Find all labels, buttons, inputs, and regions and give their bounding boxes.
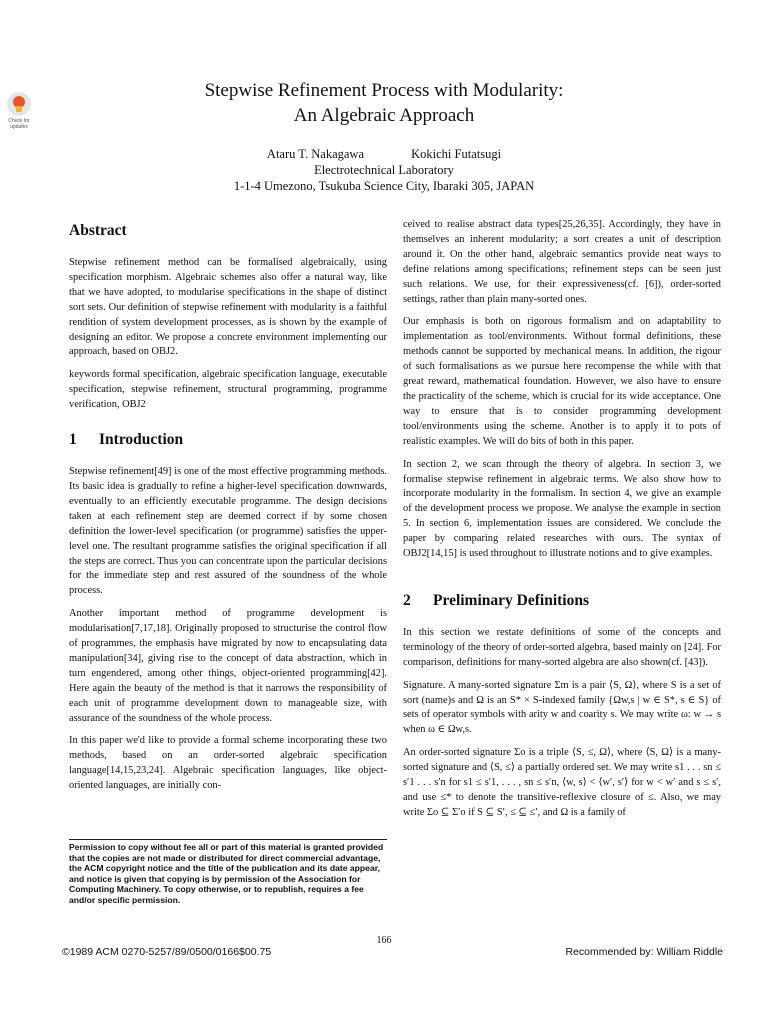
intro-paragraph-2: Another important method of programme development is modularisation[7,17,18]. Originally proposed to structurise the control flow of programmes, the emphasis have migrated by now to encapsulating data manipulation[34], giving rise to the concept of data abstraction, which in turn engendered, among other things, object-oriented programming[42]. Here again the beauty of the method is that it narrows the responsibility of each unit of programme development down to manageable size, with assurance of the soundness of the whole process. [69,608,387,724]
intro-paragraph-3: In this paper we'd like to provide a formal scheme incorporating these two methods, based on an order-sorted algebraic specification language[14,15,23,24]. Algebraic specification languages, like object-oriented languages, are initially con- [69,735,387,792]
prelim-paragraph-3: An order-sorted signature Σo is a triple ⟨S, ≤, Ω⟩, where ⟨S, Ω⟩ is a many-sorted signature and ⟨S, ≤⟩ a partially ordered set. We may write s1 . . . sn ≤ s′1 . . . s′n for s1 ≤ s′1, . . . , sn ≤ s′n, ⟨w, s⟩ < ⟨w′, s′⟩ for w < w′ and s ≤ s′, and use ≤* to denote the transitive-reflexive closure of ≤. Also, we may write Σo ⊆ Σ′o if S ⊆ S′, ≤ ⊆ ≤′, and Ω is a family of [403,747,721,818]
intro-paragraph-4: ceived to realise abstract data types[25,26,35]. Accordingly, they have in themselves an inherent modularity; a sort creates a unit of description around it. On the other hand, algebraic semantics provide neat ways to define relations among specifications; refinement steps can be seen just such relations. We use, for their expressiveness(cf. [6]), order-sorted settings, rather than plain many-sorted ones. [403,219,721,305]
abstract-body: Stepwise refinement method can be formalised algebraically, using specification morphism. Algebraic schemes also offer a natural way, like that we have adopted, to modularise specifications in the shape of distinct sort sets. Our definition of stepwise refinement with modularity is a faithful rendition of system development processes, as is shown by the example of designing an editor. We propose a concrete environment implementing our approach, based on OBJ2. [69,257,387,358]
intro-paragraph-5: Our emphasis is both on rigorous formalism and on adaptability to implementation as tool/environments. Without formal definitions, these methods cannot be supported by mechanical means. In addition, the rigour of such formalisations as we pursue here recompense the while with that great reward, mathematical foundation. However, we also have to ensure the practicality of the scheme, which is crucial for its wide acceptance. One way to ensure that is to consider programming development tool/environments using the scheme. Another is to apply it to pots of realistic examples. We will do bits of both in this paper. [403,316,721,447]
prelim-paragraph-1: In this section we restate definitions of some of the concepts and terminology of the theory of order-sorted algebra, based mainly on [24]. For comparison, definitions for many-sorted algebra are also shown(cf. [43]). [403,626,721,668]
section-2-title: Preliminary Definitions [433,591,589,609]
institution: Electrotechnical Laboratory [314,163,454,177]
section-1-title: Introduction [99,431,184,449]
title-line-1: Stepwise Refinement Process with Modularity: [204,80,564,101]
right-column [403,218,721,829]
section-1-heading [69,431,387,449]
acm-copyright: ©1989 ACM 0270-5257/89/0500/0166$00.75 [62,946,272,958]
page-number: 166 [376,935,392,946]
check-for-updates-label: Check for updates [8,118,30,130]
author-1: Ataru T. Nakagawa [266,147,364,161]
abstract-heading: Abstract [69,222,127,239]
left-column [69,222,387,802]
address: 1-1-4 Umezono, Tsukuba Science City, Ibaraki 305, JAPAN [233,179,535,193]
author-2: Kokichi Futatsugi [411,147,502,161]
recommended-by: Recommended by: William Riddle [565,946,723,958]
paper-title [0,78,768,128]
intro-paragraph-6: In section 2, we scan through the theory of algebra. In section 3, we formalise stepwise refinement in algebraic terms. We also show how to incorporate modularity in the formalism. In section 4, we give an example of the development process we propose. We analyse the example in section 5. In section 6, implementation issues are considered. We conclude the paper by comparing related researches with ours. The syntax of OBJ2[14,15] is used throughout to illustrate notions and to give examples. [403,458,721,560]
section-1-number: 1 [69,431,77,449]
section-2-number: 2 [403,591,411,609]
title-line-2: An Algebraic Approach [293,105,475,126]
author-block [0,146,768,194]
copyright-permission-note: Permission to copy without fee all or part of this material is granted provided that the copies are not made or distributed for direct commercial advantage, the ACM copyright notice and the title of the publication and its date appear, and notice is given that copying is by permission of the Association for Computing Machinery. To copy otherwise, or to republish, requires a fee and/or specific permission. [69,839,387,906]
prelim-paragraph-2: Signature. A many-sorted signature Σm is a pair ⟨S, Ω⟩, where S is a set of sort (name)s and Ω is an S* × S-indexed family {Ωw,s | w ∈ S*, s ∈ S} of sets of operator symbols with arity w and coarity s. We may write ω: w → s when ω ∈ Ωw,s. [403,679,721,736]
keywords: keywords formal specification, algebraic specification language, executable specification, stepwise refinement, structural programming, programme verification, OBJ2 [69,369,387,411]
section-2-heading [403,592,721,610]
intro-paragraph-1: Stepwise refinement[49] is one of the most effective programming methods. Its basic idea is gradually to refine a higher-level specification downwards, eventually to an efficiently executable programme. The design decisions taken at each refinement step are deemed correct if by some chosen definition the lower-level specification (or programme) satisfies the upper-level one. The resultant programme satisfies the original specification if all the steps are correct. Thus you can concentrate upon the particular decisions for the immediate step and rest assured of the soundness of the whole process. [69,466,387,597]
